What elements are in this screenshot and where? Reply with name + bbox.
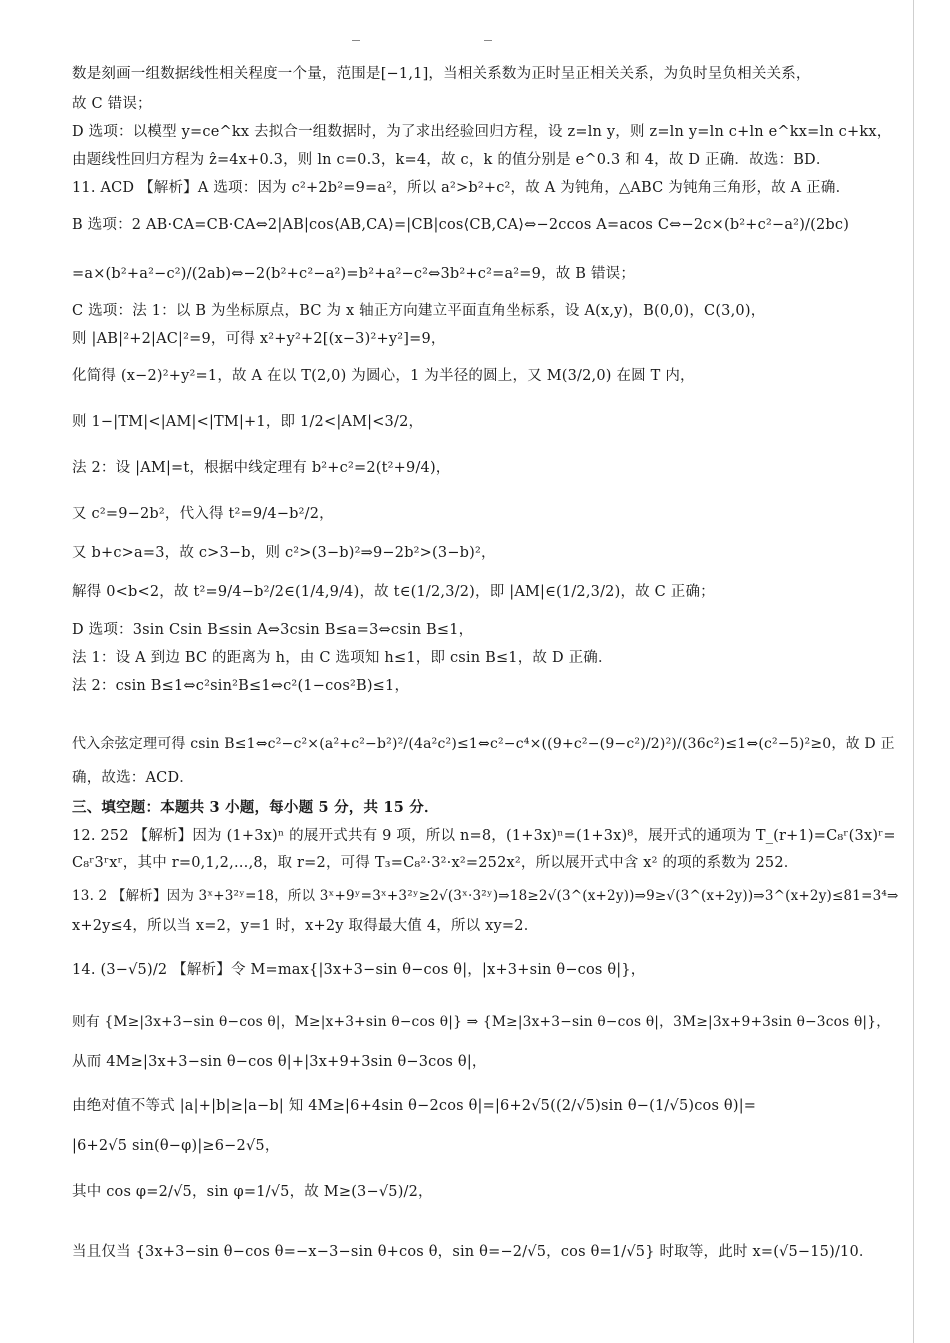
text-line: 则有 {M≥|3x+3−sin θ−cos θ|，M≥|x+3+sin θ−cos θ|} ⇒ {M≥|3x+3−sin θ−cos θ|，3M≥|3x+9+3sin θ−3cos θ|}，: [72, 1014, 891, 1030]
text-line: 从而 4M≥|3x+3−sin θ−cos θ|+|3x+9+3sin θ−3cos θ|，: [72, 1054, 487, 1070]
text-line: 代入余弦定理可得 csin B≤1⇔c²−c²×(a²+c²−b²)²/(4a²c²)≤1⇔c²−c⁴×((9+c²−(9−c²)/2)²)/(36c²)≤1⇔(c²−5)²≥0，故 D 正: [72, 736, 895, 752]
text-line: 数是刻画一组数据线性相关程度一个量，范围是[−1,1]，当相关系数为正时呈正相关关系，为负时呈负相关关系，: [72, 66, 811, 82]
text-line: 法 1：设 A 到边 BC 的距离为 h，由 C 选项知 h≤1，即 csin B≤1，故 D 正确．: [72, 650, 613, 666]
text-line: |6+2√5 sin(θ−φ)|≥6−2√5，: [72, 1138, 280, 1154]
text-line: 当且仅当 {3x+3−sin θ−cos θ=−x−3−sin θ+cos θ，sin θ=−2/√5，cos θ=1/√5} 时取等，此时 x=(√5−15)/10．: [72, 1244, 874, 1260]
text-line: C 选项：法 1：以 B 为坐标原点，BC 为 x 轴正方向建立平面直角坐标系，设 A(x,y)，B(0,0)，C(3,0)，: [72, 303, 766, 319]
section-heading: 三、填空题：本题共 3 小题，每小题 5 分，共 15 分．: [72, 799, 439, 816]
text-line: C₈ʳ3ʳxʳ，其中 r=0,1,2,…,8，取 r=2，可得 T₃=C₈²·3²·x²=252x²，所以展开式中含 x² 的项的系数为 252．: [72, 855, 799, 871]
text-line: 解得 0<b<2，故 t²=9/4−b²/2∈(1/4,9/4)，故 t∈(1/2,3/2)，即 |AM|∈(1/2,3/2)，故 C 正确；: [72, 584, 715, 600]
text-line: 又 b+c>a=3，故 c>3−b，则 c²>(3−b)²⇒9−2b²>(3−b)²，: [72, 545, 496, 561]
text-line: 故 C 错误；: [72, 96, 152, 112]
text-line: D 选项：3sin Csin B≤sin A⇔3csin B≤a=3⇔csin B≤1，: [72, 622, 474, 638]
right-margin-rule: [913, 0, 914, 1343]
text-line: 由绝对值不等式 |a|+|b|≥|a−b| 知 4M≥|6+4sin θ−2cos θ|=|6+2√5((2/√5)sin θ−(1/√5)cos θ)|=: [72, 1098, 757, 1114]
text-line: 其中 cos φ=2/√5，sin φ=1/√5，故 M≥(3−√5)/2，: [72, 1184, 433, 1200]
text-line: 化简得 (x−2)²+y²=1，故 A 在以 T(2,0) 为圆心，1 为半径的圆上，又 M(3/2,0) 在圆 T 内，: [72, 368, 695, 384]
text-line: 确，故选：ACD．: [72, 770, 194, 786]
question-12: 12. 252 【解析】因为 (1+3x)ⁿ 的展开式共有 9 项，所以 n=8，(1+3x)ⁿ=(1+3x)⁸，展开式的通项为 T_(r+1)=C₈ʳ(3x)ʳ=: [72, 828, 896, 844]
text-line: x+2y≤4，所以当 x=2，y=1 时，x+2y 取得最大值 4，所以 xy=2．: [72, 918, 539, 934]
text-line: 法 2：csin B≤1⇔c²sin²B≤1⇔c²(1−cos²B)≤1，: [72, 678, 410, 694]
text-line: =a×(b²+a²−c²)/(2ab)⇔−2(b²+c²−a²)=b²+a²−c²⇔3b²+c²=a²=9，故 B 错误；: [72, 266, 636, 282]
text-line: B 选项：2 AB·CA=CB·CA⇔2|AB|cos⟨AB,CA⟩=|CB|cos⟨CB,CA⟩⇔−2ccos A=acos C⇔−2c×(b²+c²−a²)/(2bc): [72, 217, 850, 233]
text-line: 法 2：设 |AM|=t，根据中线定理有 b²+c²=2(t²+9/4)，: [72, 460, 451, 476]
top-mark-right: [484, 40, 492, 41]
question-13: 13. 2 【解析】因为 3ˣ+3²ʸ=18，所以 3ˣ+9ʸ=3ˣ+3²ʸ≥2√(3ˣ·3²ʸ)⇒18≥2√(3^(x+2y))⇒9≥√(3^(x+2y))⇒3^(x+2y)≤81=3⁴⇒: [72, 888, 899, 904]
question-14: 14. (3−√5)/2 【解析】令 M=max{|3x+3−sin θ−cos θ|，|x+3+sin θ−cos θ|}，: [72, 962, 646, 978]
text-line: 则 1−|TM|<|AM|<|TM|+1，即 1/2<|AM|<3/2，: [72, 414, 424, 430]
question-11-header: 11. ACD 【解析】A 选项：因为 c²+2b²=9=a²，所以 a²>b²+c²，故 A 为钝角，△ABC 为钝角三角形，故 A 正确．: [72, 180, 851, 196]
text-line: 由题线性回归方程为 ẑ=4x+0.3，则 ln c=0.3，k=4，故 c，k 的值分别是 e^0.3 和 4，故 D 正确．故选：BD．: [72, 152, 831, 168]
top-mark-left: [352, 40, 360, 41]
text-line: 又 c²=9−2b²，代入得 t²=9/4−b²/2，: [72, 506, 334, 522]
text-line: D 选项：以模型 y=ce^kx 去拟合一组数据时，为了求出经验回归方程，设 z=ln y，则 z=ln y=ln c+ln e^kx=ln c+kx，: [72, 124, 892, 140]
text-line: 则 |AB|²+2|AC|²=9，可得 x²+y²+2[(x−3)²+y²]=9，: [72, 331, 446, 347]
